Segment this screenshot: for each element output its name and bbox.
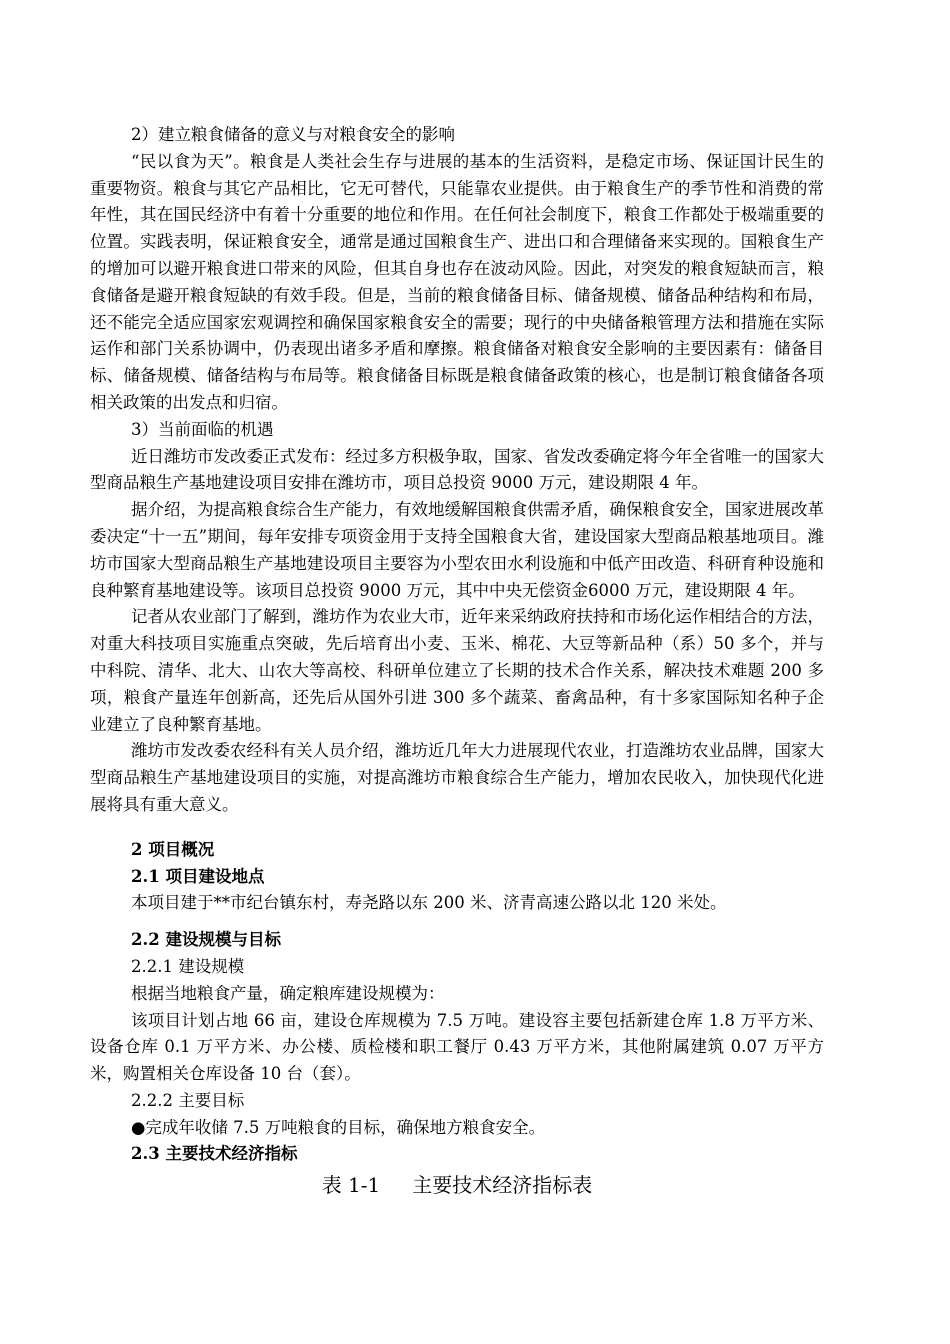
section-3-paragraph-2: 据介绍，为提高粮食综合生产能力，有效地缓解国粮食供需矛盾，确保粮食安全，国家进展改革委决定“十一五”期间，每年安排专项资金用于支持全国粮食大省，建设国家大型商品粮基地项目。潍坊市国家大型商品粮生产基地建设项目主要容为小型农田水利设施和中低产田改造、科研育种设施和良种繁育基地建设等。该项目总投资 9000 万元，其中中央无偿资金6000 万元，建设期限 4 年。: [90, 500, 824, 600]
document-body: [90, 122, 824, 1200]
construction-scale-intro: 根据当地粮食产量，确定粮库建设规模为：: [131, 983, 445, 1003]
main-goal-heading: 2.2.2 主要目标: [131, 1090, 245, 1110]
tech-econ-indicators-heading: 2.3 主要技术经济指标: [131, 1144, 298, 1164]
section-3-paragraph-3: 记者从农业部门了解到，潍坊作为农业大市，近年来采纳政府扶持和市场化运作相结合的方法，对重大科技项目实施重点突破，先后培育出小麦、玉米、棉花、大豆等新品种（系）50 多个，并与中科院、清华、北大、山农大等高校、科研单位建立了长期的技术合作关系，解决技术难题 200 多项，粮食产量连年创新高，还先后从国外引进 300 多个蔬菜、畜禽品种，有十多家国际知名种子企业建立了良种繁育基地。: [90, 607, 824, 734]
main-goal-bullet: ●完成年收储 7.5 万吨粮食的目标，确保地方粮食安全。: [131, 1117, 546, 1137]
table-caption-number: 表 1-1: [321, 1173, 381, 1198]
section-3-paragraph-1: 近日潍坊市发改委正式发布：经过多方积极争取，国家、省发改委确定将今年全省唯一的国家大型商品粮生产基地建设项目安排在潍坊市，项目总投资 9000 万元，建设期限 4 年。: [90, 446, 824, 493]
project-location-text: 本项目建于**市纪台镇东村，寿尧路以东 200 米、济青高速公路以北 120 米处。: [131, 893, 727, 913]
table-caption: [90, 1170, 824, 1200]
section-3-heading: 3）当前面临的机遇: [131, 419, 274, 439]
section-2-paragraph: “民以食为天”。粮食是人类社会生存与进展的基本的生活资料，是稳定市场、保证国计民生的重要物资。粮食与其它产品相比，它无可替代，只能靠农业提供。由于粮食生产的季节性和消费的常年性，其在国民经济中有着十分重要的地位和作用。在任何社会制度下，粮食工作都处于极端重要的位置。实践表明，保证粮食安全，通常是通过国粮食生产、进出口和合理储备来实现的。国粮食生产的增加可以避开粮食进口带来的风险，但其自身也存在波动风险。因此，对突发的粮食短缺而言，粮食储备是避开粮食短缺的有效手段。但是，当前的粮食储备目标、储备规模、储备品种结构和布局，还不能完全适应国家宏观调控和确保国家粮食安全的需要；现行的中央储备粮管理方法和措施在实际运作和部门关系协调中，仍表现出诸多矛盾和摩擦。粮食储备对粮食安全影响的主要因素有：储备目标、储备规模、储备结构与布局等。粮食储备目标既是粮食储备政策的核心，也是制订粮食储备各项相关政策的出发点和归宿。: [90, 151, 824, 412]
project-location-heading: 2.1 项目建设地点: [131, 866, 265, 886]
section-2-heading: 2）建立粮食储备的意义与对粮食安全的影响: [131, 125, 455, 144]
project-overview-heading: 2 项目概况: [131, 839, 215, 859]
construction-scale-text: 该项目计划占地 66 亩，建设仓库规模为 7.5 万吨。建设容主要包括新建仓库 1.8 万平方米、设备仓库 0.1 万平方米、办公楼、质检楼和职工餐厅 0.43 万平方米，其他附属建筑 0.07 万平方米，购置相关仓库设备 10 台（套）。: [90, 1010, 824, 1084]
table-caption-title: 主要技术经济指标表: [412, 1173, 593, 1198]
construction-scale-heading: 2.2.1 建设规模: [131, 956, 245, 976]
section-3-paragraph-4: 潍坊市发改委农经科有关人员介绍，潍坊近几年大力进展现代农业，打造潍坊农业品牌，国家大型商品粮生产基地建设项目的实施，对提高潍坊市粮食综合生产能力，增加农民收入，加快现代化进展将具有重大意义。: [90, 741, 824, 814]
scale-and-goal-heading: 2.2 建设规模与目标: [131, 930, 281, 950]
